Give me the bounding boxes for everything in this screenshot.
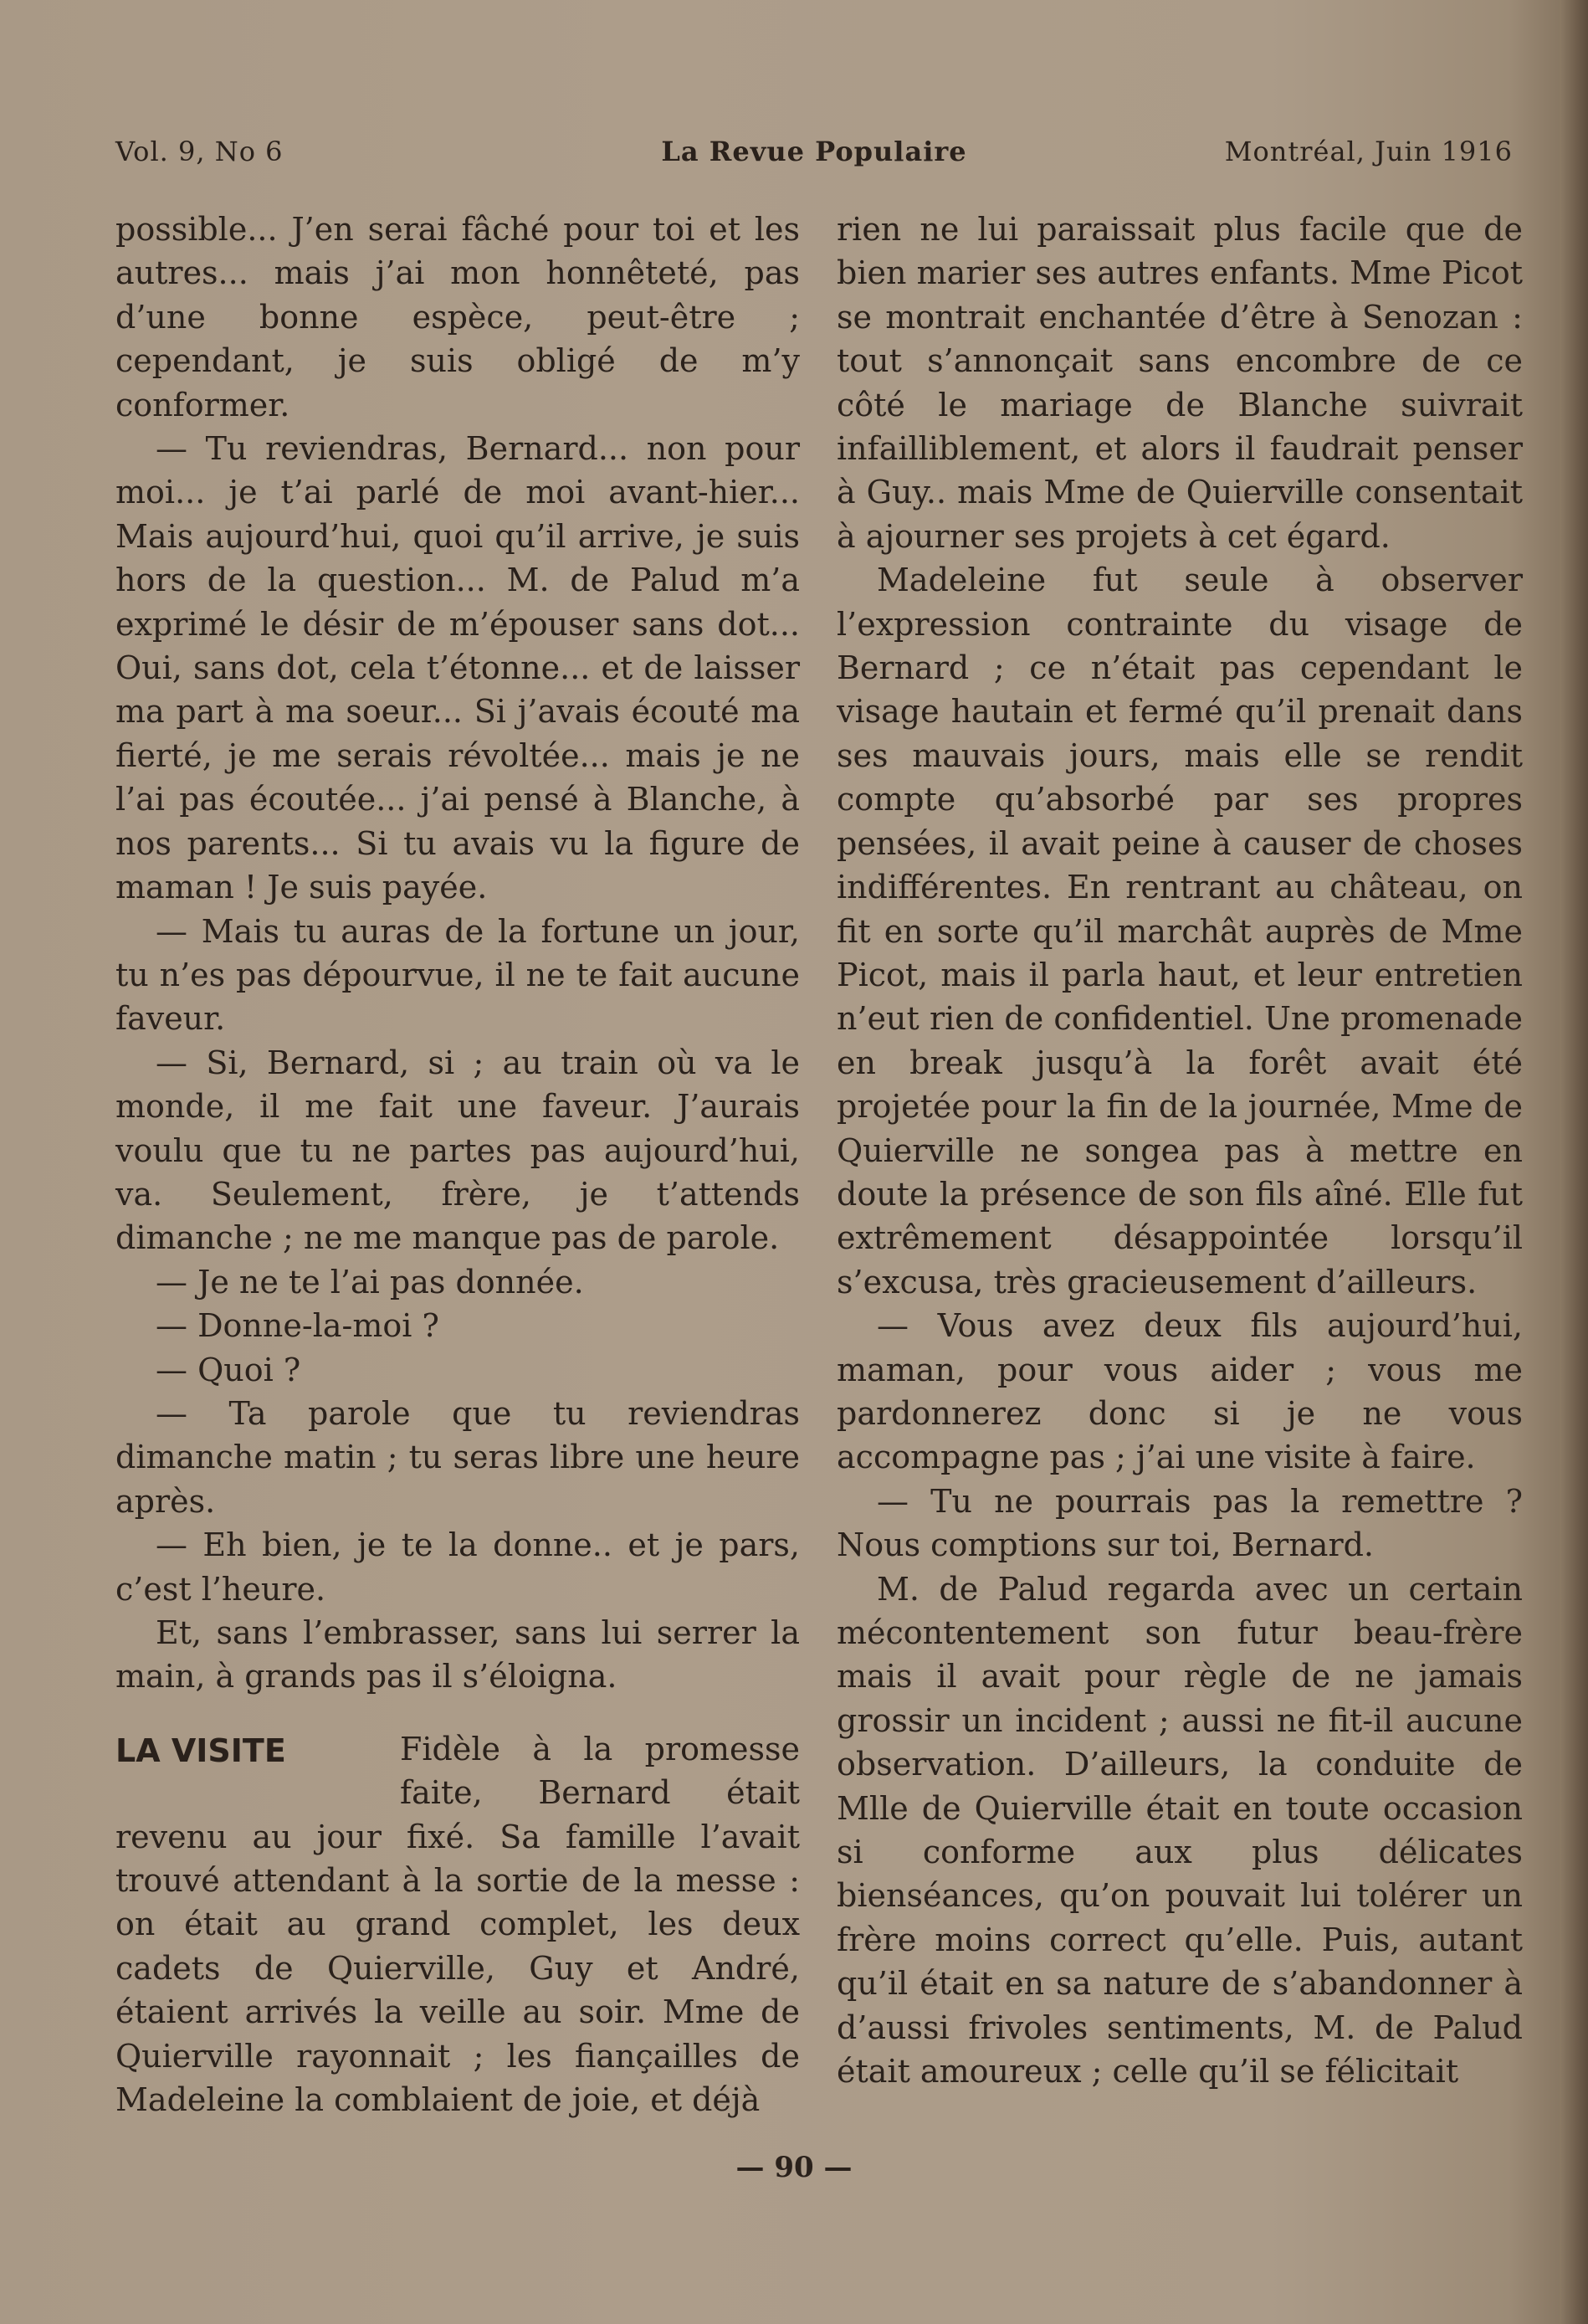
section-paragraph: Fidèle à la promesse faite, Bernard était revenu au jour fixé. Sa famille l’avait trouvé attendant à la sortie de la messe : on était au grand complet, les deux cadets de Quierville, Guy et André, étaient arrivés la veille au soir. Mme de Quierville rayonnait ; les fiançailles de Madeleine la comblaient de joie, et déjà	[115, 1730, 800, 2119]
volume-number: Vol. 9, No 6	[115, 136, 284, 167]
place-date: Montréal, Juin 1916	[1224, 136, 1513, 167]
paragraph: — Tu reviendras, Bernard... non pour moi... je t’ai parlé de moi avant-hier... Mais aujourd’hui, quoi qu’il arrive, je suis hors de la question... M. de Palud m’a exprimé le désir de m’épouser sans dot... Oui, sans dot, cela t’étonne... et de laisser ma part à ma soeur... Si j’avais écouté ma fierté, je me serais révoltée... mais je ne l’ai pas écoutée... j’ai pensé à Blanche, à nos parents... Si tu avais vu la figure de maman ! Je suis payée.	[115, 430, 800, 906]
paragraph: — Ta parole que tu reviendras dimanche matin ; tu seras libre une heure après.	[115, 1394, 800, 1520]
paragraph: — Donne-la-moi ?	[156, 1307, 439, 1345]
paragraph: rien ne lui paraissait plus facile que de bien marier ses autres enfants. Mme Picot se montrait enchantée d’être à Senozan : tout s’annonçait sans encombre de ce côté le mariage de Blanche suivrait infailliblement, et alors il faudrait penser à Guy.. mais Mme de Quierville consentait à ajourner ses projets à cet égard.	[837, 211, 1523, 555]
journal-title: La Revue Populaire	[661, 136, 967, 167]
paragraph: — Mais tu auras de la fortune un jour, tu n’es pas dépourvue, il ne te fait aucune faveur.	[115, 912, 800, 1038]
running-header	[115, 136, 1513, 177]
paragraph: — Eh bien, je te la donne.. et je pars, c’est l’heure.	[115, 1526, 800, 1608]
section-gap	[115, 1699, 800, 1727]
page-binding-edge	[1560, 0, 1588, 2324]
paragraph: — Vous avez deux fils aujourd’hui, maman, pour vous aider ; vous me pardonnerez donc si je ne vous accompagne pas ; j’ai une visite à faire.	[837, 1307, 1523, 1476]
paragraph: Madeleine fut seule à observer l’expression contrainte du visage de Bernard ; ce n’était pas cependant le visage hautain et fermé qu’il prenait dans ses mauvais jours, mais elle se rendit compte qu’absorbé par ses propres pensées, il avait peine à causer de choses indifférentes. En rentrant au château, on fit en sorte qu’il marchât auprès de Mme Picot, mais il parla haut, et leur entretien n’eut rien de confidentiel. Une promenade en break jusqu’à la forêt avait été projetée pour la fin de la journée, Mme de Quierville ne songea pas à mettre en doute la présence de son fils aîné. Elle fut extrêmement désappointée lorsqu’il s’excusa, très gracieusement d’ailleurs.	[837, 562, 1523, 1301]
page-number: — 90 —	[735, 2151, 853, 2184]
paragraph: — Tu ne pourrais pas la remettre ? Nous comptions sur toi, Bernard.	[837, 1482, 1523, 1564]
paragraph: possible... J’en serai fâché pour toi et les autres... mais j’ai mon honnêteté, pas d’une bonne espèce, peut-être ; cependant, je suis obligé de m’y conformer.	[115, 211, 800, 423]
paragraph: Et, sans l’embrasser, sans lui serrer la main, à grands pas il s’éloigna.	[115, 1614, 800, 1696]
paragraph: — Si, Bernard, si ; au train où va le monde, il me fait une faveur. J’aurais voulu que tu ne partes pas aujourd’hui, va. Seulement, frère, je t’attends dimanche ; ne me manque pas de parole.	[115, 1044, 800, 1257]
paragraph: M. de Palud regarda avec un certain mécontentement son futur beau-frère mais il avait pour règle de ne jamais grossir un incident ; aussi ne fit-il aucune observation. D’ailleurs, la conduite de Mlle de Quierville était en toute occasion si conforme aux plus délicates bienséances, qu’on pouvait lui tolérer un frère moins correct qu’elle. Puis, autant qu’il était en sa nature de s’abandonner à d’aussi frivoles sentiments, M. de Palud était amoureux ; celle qu’il se félicitait	[837, 1570, 1523, 2091]
section-title: LA VISITE	[115, 1731, 286, 1769]
paragraph: — Quoi ?	[156, 1351, 301, 1388]
paragraph: — Je ne te l’ai pas donnée.	[156, 1263, 584, 1301]
right-column	[837, 208, 1523, 2093]
left-column	[115, 208, 800, 2121]
